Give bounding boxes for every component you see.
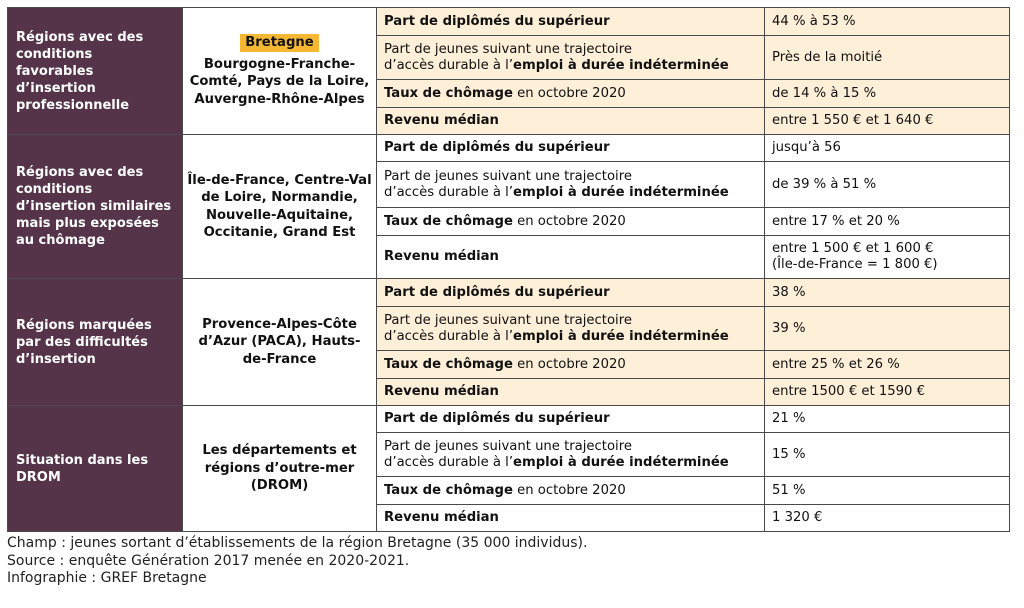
regions-cell bbox=[183, 406, 377, 532]
indicator-cell bbox=[377, 307, 765, 351]
indicator-label-bold: emploi à durée indéterminée bbox=[513, 184, 729, 200]
value-text: 38 % bbox=[772, 284, 806, 300]
indicator-label-rest: en octobre 2020 bbox=[512, 85, 626, 101]
indicator-label: Part de diplômés du supérieur bbox=[384, 140, 610, 155]
footer-champ: Champ : jeunes sortant d’établissements de la région Bretagne (35 000 individus). bbox=[7, 535, 588, 551]
value-text: Près de la moitié bbox=[772, 49, 883, 65]
footer-source: Source : enquête Génération 2017 menée en 2020-2021. bbox=[7, 552, 410, 569]
category-label: Régions avec des conditions d’insertion similaires mais plus exposées au chômage bbox=[8, 135, 183, 279]
indicator-cell bbox=[377, 236, 765, 279]
regions-list: Provence-Alpes-Côte d’Azur (PACA), Hauts-de-France bbox=[198, 316, 361, 367]
value-cell bbox=[765, 406, 1010, 433]
indicator-label-bold: emploi à durée indéterminée bbox=[513, 57, 729, 73]
indicator-label: Part de diplômés du supérieur bbox=[384, 284, 610, 300]
value-text: 1 320 € bbox=[772, 510, 823, 525]
regions-list: Île-de-France, Centre-Val de Loire, Normandie, Nouvelle-Aquitaine, Occitanie, Grand Est bbox=[187, 172, 372, 240]
indicator-cell bbox=[377, 36, 765, 80]
indicator-label-bold: Taux de chômage bbox=[384, 356, 513, 372]
value-cell bbox=[765, 379, 1010, 406]
indicator-label: Part de jeunes suivant une trajectoire bbox=[384, 438, 632, 454]
indicator-label-rest: en octobre 2020 bbox=[512, 356, 626, 372]
indicator-cell bbox=[377, 80, 765, 108]
value-cell bbox=[765, 80, 1010, 108]
value-text: 21 % bbox=[772, 411, 806, 426]
indicator-label: Revenu médian bbox=[384, 249, 499, 264]
value-text: 51 % bbox=[772, 482, 806, 498]
value-text: entre 1 550 € et 1 640 € bbox=[772, 113, 934, 128]
indicator-label-bold: emploi à durée indéterminée bbox=[513, 454, 729, 470]
value-text: de 14 % à 15 % bbox=[772, 85, 877, 101]
indicator-cell bbox=[377, 379, 765, 406]
indicator-cell bbox=[377, 351, 765, 379]
footer-notes bbox=[7, 535, 587, 588]
value-note: (Île-de-France = 1 800 €) bbox=[772, 257, 938, 272]
indicator-cell bbox=[377, 433, 765, 477]
value-text: entre 25 % et 26 % bbox=[772, 356, 900, 372]
indicator-label-bold: Taux de chômage bbox=[384, 482, 513, 498]
indicator-cell bbox=[377, 108, 765, 135]
indicator-cell bbox=[377, 279, 765, 307]
category-label: Situation dans les DROM bbox=[8, 406, 183, 532]
indicator-label: Revenu médian bbox=[384, 384, 499, 399]
table-row bbox=[8, 279, 1010, 307]
value-text: 39 % bbox=[772, 320, 806, 336]
value-cell bbox=[765, 351, 1010, 379]
indicator-label: Part de jeunes suivant une trajectoire bbox=[384, 168, 632, 184]
indicator-label-prefix: d’accès durable à l’ bbox=[384, 57, 514, 73]
table-row bbox=[8, 406, 1010, 433]
indicator-cell bbox=[377, 208, 765, 236]
value-text: de 39 % à 51 % bbox=[772, 176, 877, 192]
regions-cell bbox=[183, 8, 377, 135]
table-row bbox=[8, 135, 1010, 162]
indicator-label: Part de diplômés du supérieur bbox=[384, 411, 610, 426]
indicator-label-prefix: d’accès durable à l’ bbox=[384, 454, 514, 470]
category-label: Régions marquées par des difficultés d’insertion bbox=[8, 279, 183, 406]
value-cell bbox=[765, 208, 1010, 236]
value-cell bbox=[765, 135, 1010, 162]
value-text: entre 17 % et 20 % bbox=[772, 213, 900, 229]
value-text: 15 % bbox=[772, 446, 806, 462]
indicator-label-prefix: d’accès durable à l’ bbox=[384, 184, 514, 200]
value-cell bbox=[765, 307, 1010, 351]
value-cell bbox=[765, 279, 1010, 307]
regions-list: Bourgogne-Franche-Comté, Pays de la Loire, Auvergne-Rhône-Alpes bbox=[189, 56, 370, 107]
indicator-cell bbox=[377, 477, 765, 505]
value-cell bbox=[765, 36, 1010, 80]
value-text: jusqu’à 56 bbox=[772, 140, 841, 155]
value-text: entre 1500 € et 1590 € bbox=[772, 384, 926, 399]
indicator-cell bbox=[377, 505, 765, 532]
regions-cell bbox=[183, 135, 377, 279]
value-text: entre 1 500 € et 1 600 € bbox=[772, 241, 934, 256]
indicator-cell bbox=[377, 8, 765, 36]
regions-list: Les départements et régions d’outre-mer (DROM) bbox=[202, 443, 357, 494]
indicator-label-bold: emploi à durée indéterminée bbox=[513, 328, 729, 344]
indicator-label-rest: en octobre 2020 bbox=[512, 482, 626, 498]
indicator-cell bbox=[377, 162, 765, 208]
value-cell bbox=[765, 505, 1010, 532]
regions-table bbox=[7, 7, 1010, 532]
value-text: 44 % à 53 % bbox=[772, 13, 856, 29]
value-cell bbox=[765, 162, 1010, 208]
indicator-label: Revenu médian bbox=[384, 510, 499, 525]
value-cell bbox=[765, 433, 1010, 477]
indicator-cell bbox=[377, 135, 765, 162]
category-label: Régions avec des conditions favorables d’insertion professionnelle bbox=[8, 8, 183, 135]
value-cell bbox=[765, 477, 1010, 505]
indicator-label: Part de jeunes suivant une trajectoire bbox=[384, 41, 632, 57]
indicator-label-bold: Taux de chômage bbox=[384, 213, 513, 229]
indicator-cell bbox=[377, 406, 765, 433]
footer-infographie: Infographie : GREF Bretagne bbox=[7, 570, 207, 586]
value-cell bbox=[765, 108, 1010, 135]
indicator-label: Part de jeunes suivant une trajectoire bbox=[384, 312, 632, 328]
indicator-label: Part de diplômés du supérieur bbox=[384, 13, 610, 29]
regions-cell bbox=[183, 279, 377, 406]
indicator-label-rest: en octobre 2020 bbox=[512, 213, 626, 229]
value-cell bbox=[765, 236, 1010, 279]
highlight-region: Bretagne bbox=[240, 34, 318, 52]
indicator-label-prefix: d’accès durable à l’ bbox=[384, 328, 514, 344]
table-row bbox=[8, 8, 1010, 36]
indicator-label-bold: Taux de chômage bbox=[384, 85, 513, 101]
value-cell bbox=[765, 8, 1010, 36]
indicator-label: Revenu médian bbox=[384, 113, 499, 128]
